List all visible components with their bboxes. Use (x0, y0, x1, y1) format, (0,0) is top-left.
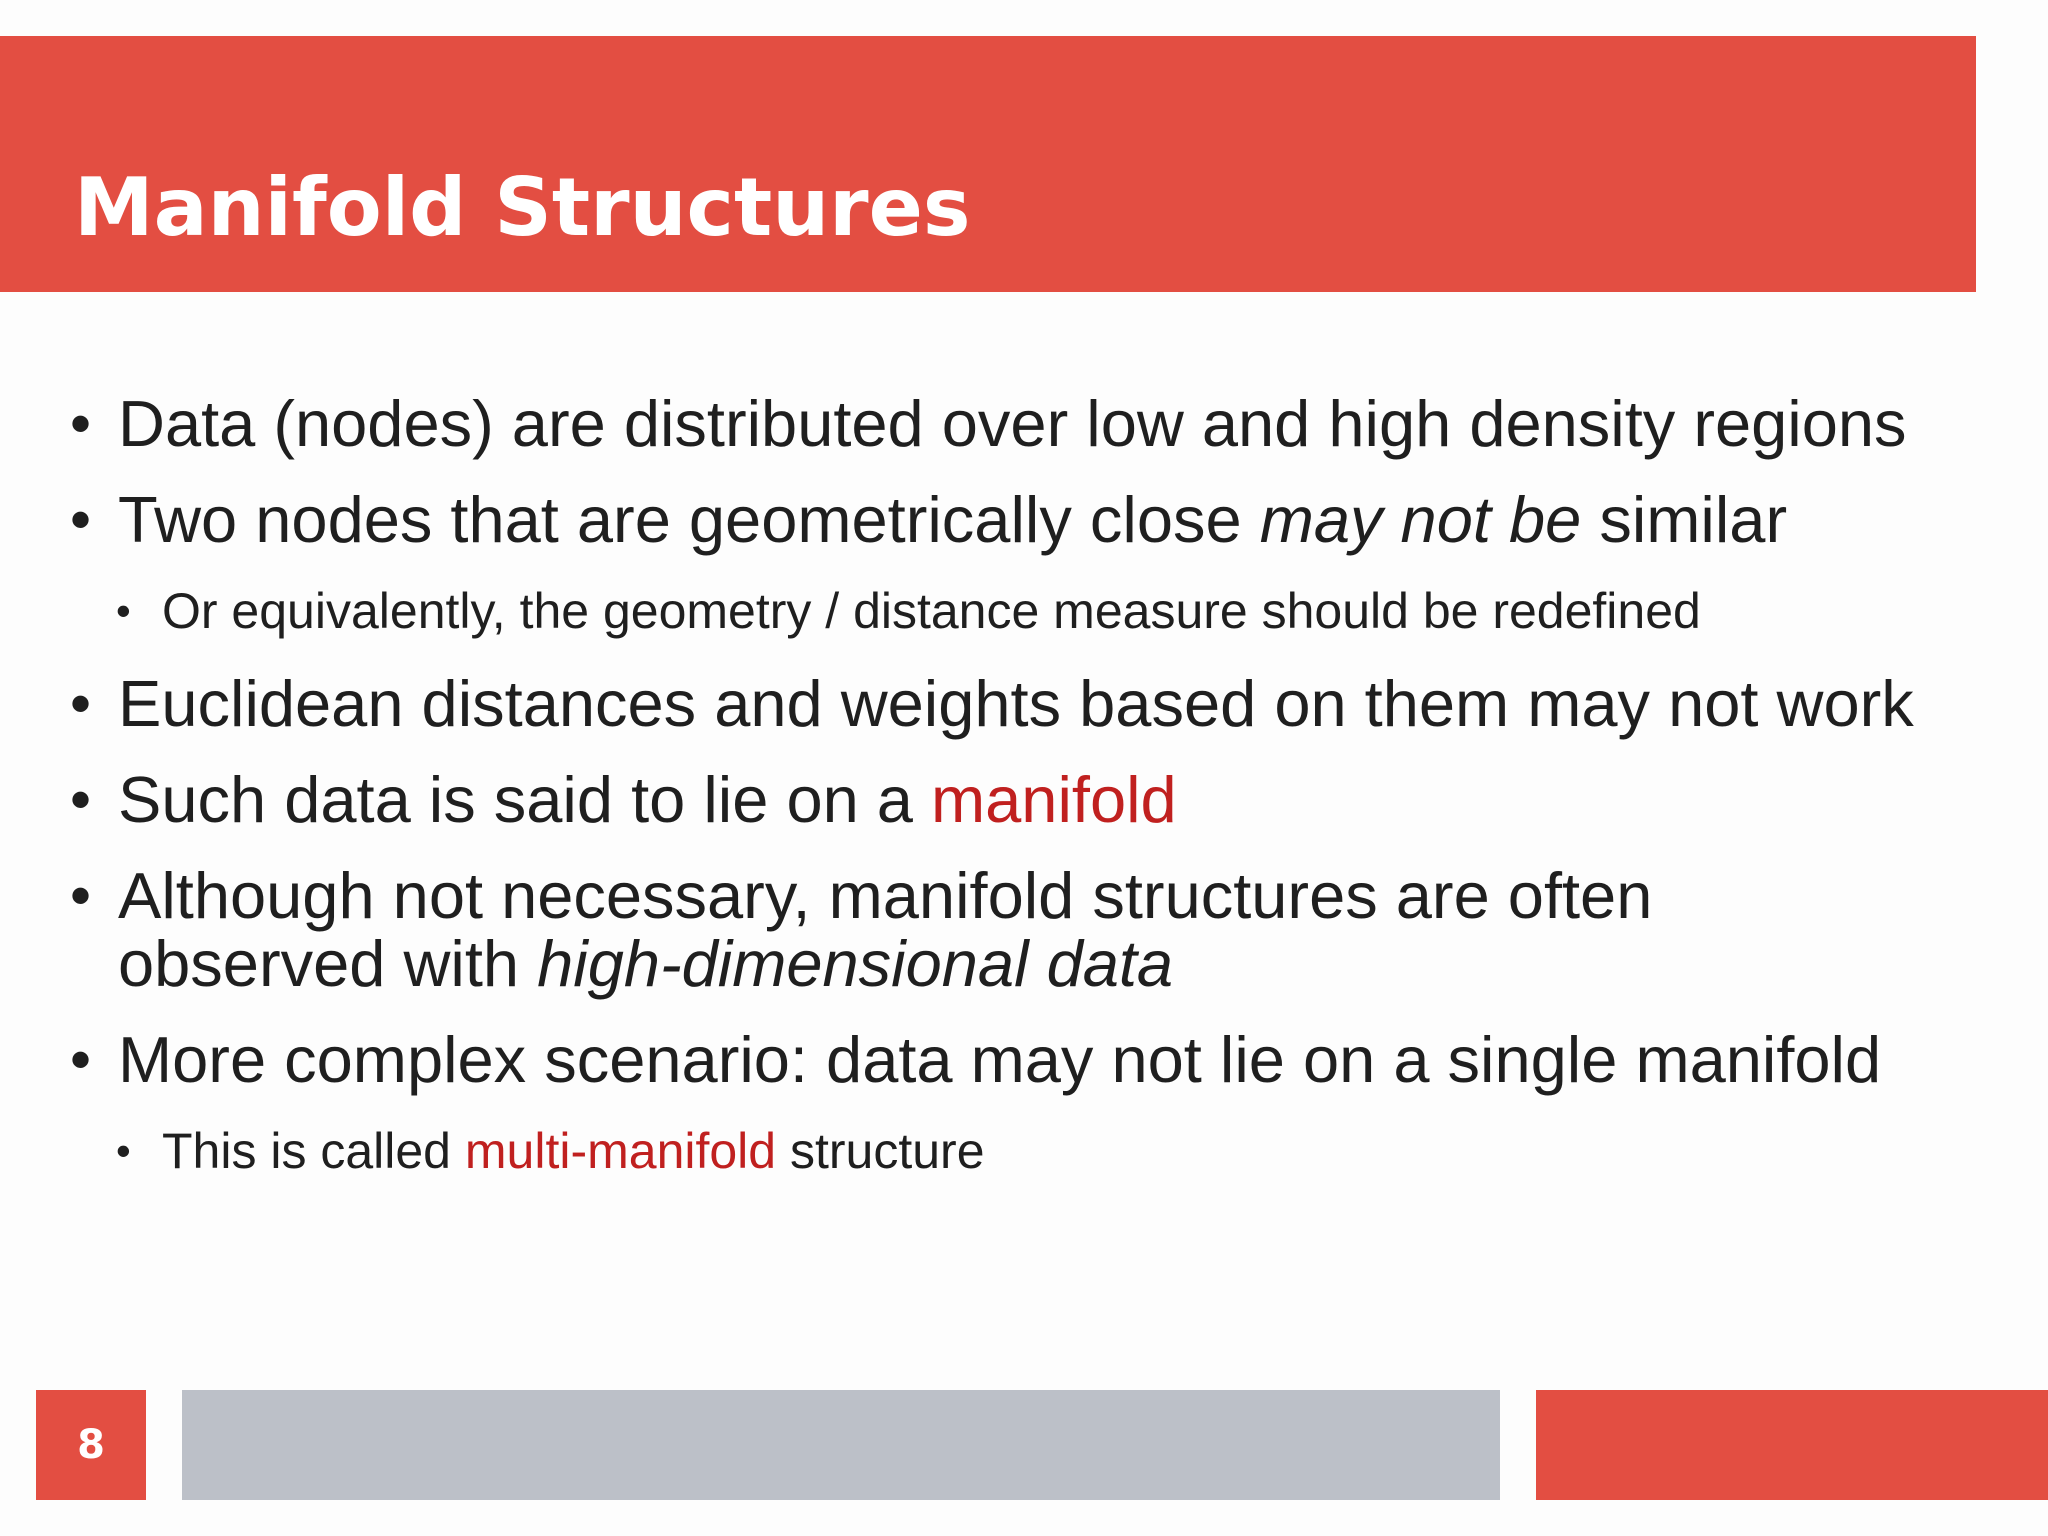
footer-red-bar (1536, 1390, 2048, 1500)
bullet-item (70, 859, 1970, 1000)
bullet-dot-icon: • (70, 670, 92, 737)
bullet-item (70, 667, 1970, 740)
bullet-dot-icon: • (70, 1026, 92, 1093)
bullet-item (70, 1023, 1970, 1096)
bullet-emphasis: may not be (1259, 483, 1582, 556)
sub-bullet-item (70, 582, 1970, 640)
bullet-dot-icon: • (70, 766, 92, 833)
footer-grey-bar (182, 1390, 1500, 1500)
bullet-text: Euclidean distances and weights based on them may not work (118, 667, 1914, 740)
bullet-list (70, 387, 1970, 1210)
page-number: 8 (77, 1422, 105, 1468)
bullet-dot-icon: • (70, 390, 92, 457)
bullet-text: observed with (118, 927, 538, 1000)
bullet-item (70, 483, 1970, 556)
sub-bullet-text: This is called (162, 1123, 465, 1179)
bullet-dot-icon: • (70, 862, 92, 929)
sub-bullet-text: Or equivalently, the geometry / distance measure should be redefined (162, 583, 1701, 639)
bullet-text: Such data is said to lie on a (118, 763, 932, 836)
bullet-emphasis: high-dimensional data (537, 927, 1174, 1000)
sub-bullet-dot-icon: • (116, 1127, 131, 1174)
bullet-highlight: manifold (931, 763, 1177, 836)
page-number-box (36, 1390, 146, 1500)
bullet-item (70, 387, 1970, 460)
sub-bullet-item (70, 1122, 1970, 1180)
bullet-text: Data (nodes) are distributed over low and high density regions (118, 387, 1907, 460)
bullet-text: Two nodes that are geometrically close (118, 483, 1260, 556)
bullet-item (70, 763, 1970, 836)
sub-bullet-dot-icon: • (116, 587, 131, 634)
sub-bullet-highlight: multi-manifold (464, 1123, 777, 1179)
sub-bullet-text: structure (776, 1123, 985, 1179)
bullet-text: similar (1581, 483, 1788, 556)
bullet-text-line-1: Although not necessary, manifold structures are often (118, 859, 1653, 932)
bullet-text: More complex scenario: data may not lie on a single manifold (118, 1023, 1882, 1096)
slide-title: Manifold Structures (74, 161, 971, 254)
bullet-dot-icon: • (70, 486, 92, 553)
